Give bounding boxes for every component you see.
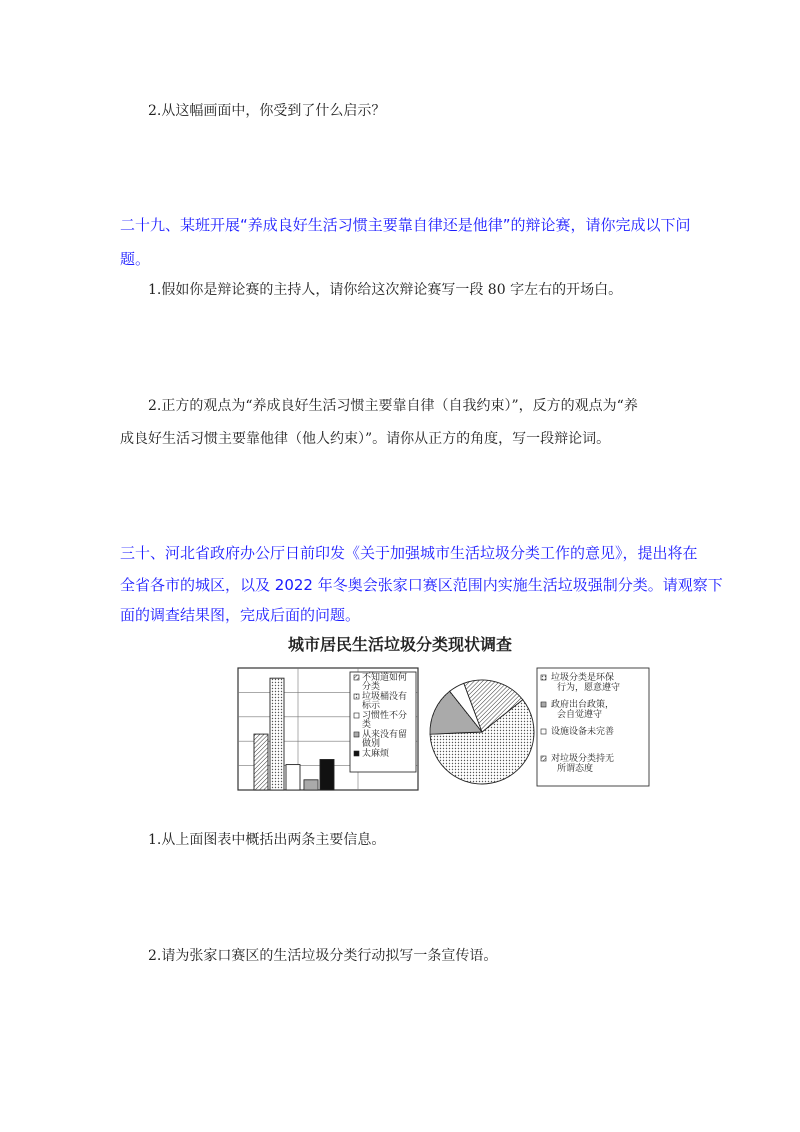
pie-legend-label: 设施设备未完善 <box>551 727 615 737</box>
pie-legend-swatch <box>541 756 546 761</box>
question-30-title-line1: 三十、河北省政府办公厅日前印发《关于加强城市生活垃圾分类工作的意见》，提出将在 <box>120 544 698 562</box>
bar-legend-label: 类 <box>362 720 372 730</box>
bar-legend-swatch <box>354 694 359 699</box>
bar-chart-legend <box>350 671 416 772</box>
question-30-title-line2: 全省各市的城区，以及 2022 年冬奥会张家口赛区范围内实施生活垃圾强制分类。请观察下 <box>120 576 723 594</box>
survey-figure <box>232 660 652 792</box>
question-30-item-1: 1.从上面图表中概括出两条主要信息。 <box>148 832 386 848</box>
bar-legend-label: 垃圾桶没有 <box>362 692 408 702</box>
bar-3 <box>286 765 300 790</box>
question-29-title-line1: 二十九、某班开展“养成良好生活习惯主要靠自律还是他律”的辩论赛，请你完成以下问 <box>120 216 691 234</box>
pie-legend-swatch <box>541 729 546 734</box>
bar-legend-label: 标示 <box>362 701 381 711</box>
pie-legend-label: 对垃圾分类持无 <box>551 754 615 764</box>
pie-legend-label: 所谓态度 <box>557 764 594 774</box>
bar-1 <box>254 734 268 790</box>
question-29-item-2-line1: 2.正方的观点为“养成良好生活习惯主要靠自律（自我约束）”，反方的观点为“养 <box>148 398 638 414</box>
bar-legend-label: 太麻烦 <box>362 749 390 759</box>
pie-legend-label: 会自觉遵守 <box>557 710 603 720</box>
question-29-title-line2: 题。 <box>120 250 151 268</box>
chart-title: 城市居民生活垃圾分类现状调查 <box>287 635 512 654</box>
pie-legend-label: 政府出台政策， <box>551 700 615 710</box>
pie-chart <box>430 680 534 784</box>
question-29-item-2-line2: 成良好生活习惯主要靠他律（他人约束）”。请你从正方的角度，写一段辩论词。 <box>120 431 611 447</box>
bar-legend-swatch <box>354 713 359 718</box>
bar-legend-label: 做别 <box>362 739 381 749</box>
question-30-item-2: 2.请为张家口赛区的生活垃圾分类行动拟写一条宣传语。 <box>148 948 498 964</box>
bar-5 <box>320 760 334 791</box>
pie-legend-label: 垃圾分类是环保 <box>551 673 615 683</box>
bar-legend-swatch <box>354 675 359 680</box>
bar-legend-swatch <box>354 732 359 737</box>
prev-question-item-2: 2.从这幅画面中，你受到了什么启示？ <box>148 103 386 119</box>
question-30-title-line3: 面的调查结果图，完成后面的问题。 <box>120 606 361 624</box>
pie-legend-swatch <box>541 702 546 707</box>
bar-legend-label: 从来没有留 <box>362 730 408 740</box>
bar-2 <box>270 678 284 790</box>
bar-legend-label: 习惯性不分 <box>362 711 408 721</box>
pie-legend-swatch <box>541 675 546 680</box>
bar-4 <box>304 780 318 790</box>
bar-legend-label: 不知道如何 <box>362 673 408 683</box>
question-29-item-1: 1.假如你是辩论赛的主持人，请你给这次辩论赛写一段 80 字左右的开场白。 <box>148 282 623 298</box>
pie-legend-label: 行为，愿意遵守 <box>557 683 621 693</box>
pie-chart-legend <box>537 668 649 786</box>
bar-legend-swatch <box>354 751 359 756</box>
bar-legend-label: 分类 <box>362 682 381 692</box>
